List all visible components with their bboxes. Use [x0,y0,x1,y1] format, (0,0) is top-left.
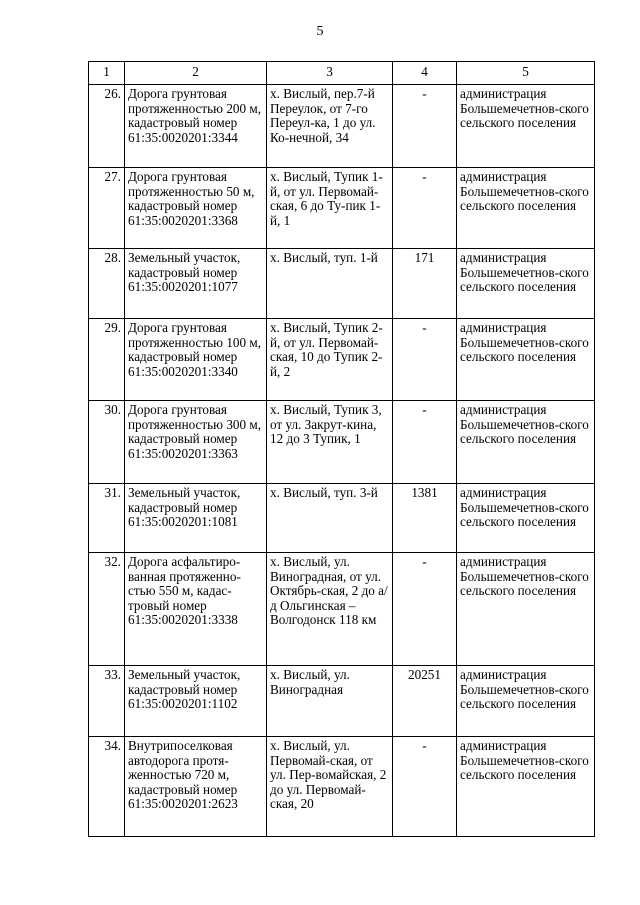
object-name: Дорога грунтовая протяженностью 200 м, кадастровый номер 61:35:0020201:3344 [125,85,267,168]
object-owner: администрация Большемечетнов-ского сельского поселения [457,168,595,249]
row-number: 27. [89,168,125,249]
object-address: х. Вислый, туп. 3-й [267,484,393,553]
page-number: 5 [316,24,324,39]
header-col-3: 3 [267,62,393,85]
table-row [89,85,595,168]
table-row [89,168,595,249]
table-header [89,62,595,85]
header-col-5: 5 [457,62,595,85]
object-owner: администрация Большемечетнов-ского сельского поселения [457,401,595,484]
row-number: 28. [89,249,125,319]
object-name: Земельный участок, кадастровый номер 61:35:0020201:1081 [125,484,267,553]
header-col-4: 4 [393,62,457,85]
object-area: - [393,737,457,837]
object-address: х. Вислый, пер.7-й Переулок, от 7-го Переул-ка, 1 до ул. Ко-нечной, 34 [267,85,393,168]
object-address: х. Вислый, ул. Виноградная, от ул. Октябрь-ская, 2 до а/д Ольгинская – Волгодонск 118 км [267,553,393,666]
object-name: Дорога грунтовая протяженностью 300 м, кадастровый номер 61:35:0020201:3363 [125,401,267,484]
object-owner: администрация Большемечетнов-ского сельского поселения [457,249,595,319]
row-number: 26. [89,85,125,168]
row-number: 30. [89,401,125,484]
table-row [89,249,595,319]
table-row [89,737,595,837]
object-area: 1381 [393,484,457,553]
object-owner: администрация Большемечетнов-ского сельского поселения [457,319,595,401]
object-owner: администрация Большемечетнов-ского сельского поселения [457,666,595,737]
object-address: х. Вислый, Тупик 1-й, от ул. Первомай-ская, 6 до Ту-пик 1-й, 1 [267,168,393,249]
object-area: - [393,319,457,401]
table-row [89,484,595,553]
table-row [89,553,595,666]
row-number: 29. [89,319,125,401]
object-name: Дорога грунтовая протяженностью 100 м, кадастровый номер 61:35:0020201:3340 [125,319,267,401]
object-name: Земельный участок, кадастровый номер 61:35:0020201:1077 [125,249,267,319]
row-number: 34. [89,737,125,837]
row-number: 31. [89,484,125,553]
header-col-1: 1 [89,62,125,85]
object-area: - [393,401,457,484]
object-name: Внутрипоселковая автодорога протя-женностью 720 м, кадастровый номер 61:35:0020201:2623 [125,737,267,837]
header-col-2: 2 [125,62,267,85]
object-address: х. Вислый, Тупик 2-й, от ул. Первомай-ская, 10 до Тупик 2-й, 2 [267,319,393,401]
object-owner: администрация Большемечетнов-ского сельского поселения [457,484,595,553]
object-area: - [393,553,457,666]
object-owner: администрация Большемечетнов-ского сельского поселения [457,85,595,168]
object-address: х. Вислый, ул. Первомай-ская, от ул. Пер-вомайская, 2 до ул. Первомай-ская, 20 [267,737,393,837]
object-area: - [393,85,457,168]
table-row [89,401,595,484]
object-address: х. Вислый, Тупик 3, от ул. Закрут-кина, 12 до 3 Тупик, 1 [267,401,393,484]
object-address: х. Вислый, туп. 1-й [267,249,393,319]
object-owner: администрация Большемечетнов-ского сельского поселения [457,553,595,666]
object-name: Дорога грунтовая протяженностью 50 м, кадастровый номер 61:35:0020201:3368 [125,168,267,249]
object-area: 171 [393,249,457,319]
object-area: - [393,168,457,249]
object-address: х. Вислый, ул. Виноградная [267,666,393,737]
header-row [89,62,595,85]
object-name: Дорога асфальтиро-ванная протяженно-стью 550 м, кадас-тровый номер 61:35:0020201:3338 [125,553,267,666]
property-registry-table [88,61,595,837]
object-owner: администрация Большемечетнов-ского сельского поселения [457,737,595,837]
table-row [89,666,595,737]
row-number: 32. [89,553,125,666]
table-body [89,85,595,837]
object-name: Земельный участок, кадастровый номер 61:35:0020201:1102 [125,666,267,737]
object-area: 20251 [393,666,457,737]
row-number: 33. [89,666,125,737]
table-row [89,319,595,401]
